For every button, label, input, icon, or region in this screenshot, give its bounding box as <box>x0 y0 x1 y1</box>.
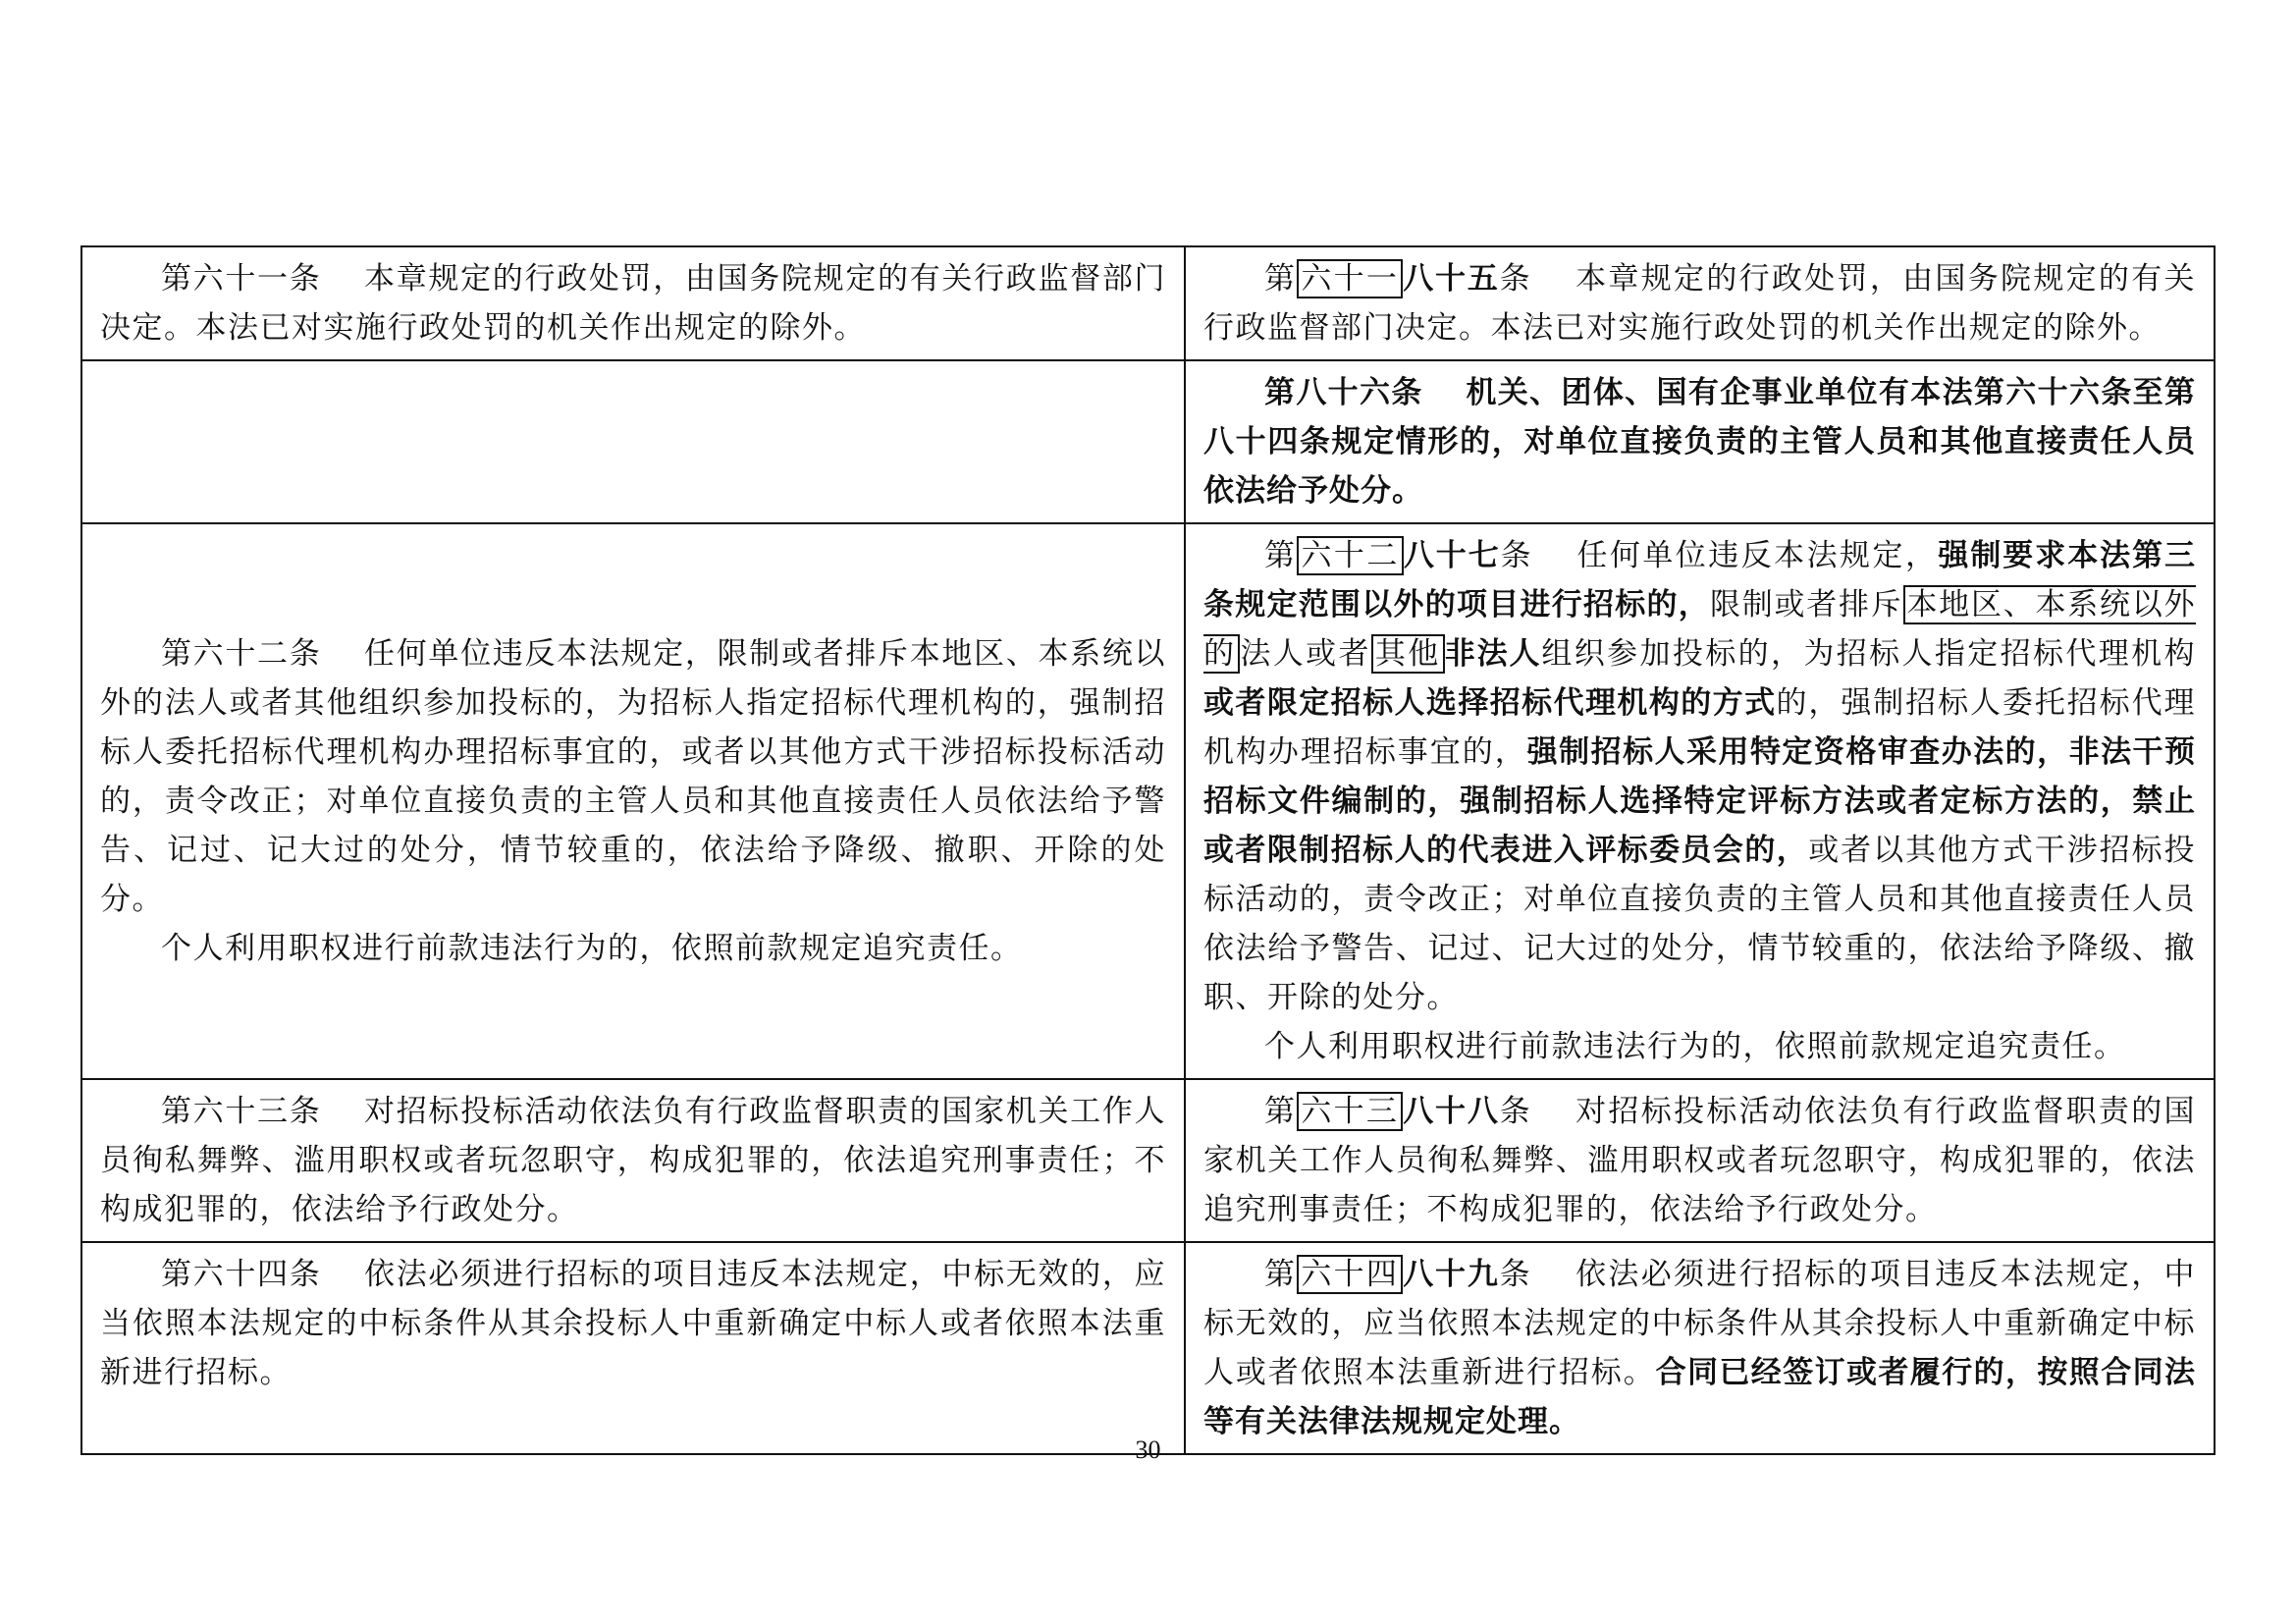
old-article-cell <box>81 1242 1185 1454</box>
article-title: 第六十三条 <box>161 1094 322 1129</box>
inserted-text: 或者限定招标人选择招标代理机构的方式 <box>1203 685 1777 721</box>
article-title: 第六十二条 <box>161 636 322 672</box>
article-prefix: 第 <box>1264 1257 1298 1292</box>
text-segment: 任何单位违反本法规定， <box>1575 538 1939 573</box>
inserted-number: 八十八 <box>1403 1094 1500 1129</box>
article-suffix: 条 <box>1499 1257 1532 1292</box>
article-prefix: 第 <box>1264 261 1298 297</box>
inserted-text: 强制要求本法第三条规定范围以外的项目进行招标的， <box>1203 538 2197 623</box>
deleted-number-box: 六十四 <box>1297 1255 1403 1294</box>
article-suffix: 条 <box>1499 1094 1532 1129</box>
deleted-number-box: 六十一 <box>1297 259 1403 298</box>
new-article-text <box>1203 1250 2196 1446</box>
article-body: 任何单位违反本法规定，限制或者排斥本地区、本系统以外的法人或者其他组织参加投标的，为招标人指定招标代理机构的，强制招标人委托招标代理机构办理招标事宜的，或者以其他方式干涉招标投标活动的，责令改正；对单位直接负责的主管人员和其他直接责任人员依法给予警告、记过、记大过的处分，情节较重的，依法给予降级、撤职、开除的处分。 <box>100 636 1166 917</box>
old-article-cell <box>81 246 1185 360</box>
article-body: 依法必须进行招标的项目违反本法规定，中标无效的，应当依照本法规定的中标条件从其余投标人中重新确定中标人或者依照本法重新进行招标。 <box>1203 1257 2197 1390</box>
table-row <box>81 360 2215 523</box>
new-article-text <box>1203 368 2196 515</box>
old-article-text <box>100 254 1166 352</box>
deleted-text-box: 其他 <box>1371 634 1445 674</box>
article-prefix: 第 <box>1264 1094 1298 1129</box>
inserted-number: 八十九 <box>1403 1257 1500 1292</box>
article-body: 本章规定的行政处罚，由国务院规定的有关行政监督部门决定。本法已对实施行政处罚的机关作出规定的除外。 <box>1203 261 2197 346</box>
deleted-number-box: 六十二 <box>1297 536 1403 575</box>
text-segment: 法人或者 <box>1240 636 1371 672</box>
text-segment: 的，强制招标人委托招标代理机构办理招标事宜的， <box>1203 685 2196 770</box>
article-suffix: 条 <box>1500 538 1534 573</box>
article-body: 机关、团体、国有企事业单位有本法第六十六条至第八十四条规定情形的，对单位直接负责的主管人员和其他直接责任人员依法给予处分。 <box>1203 375 2197 509</box>
new-article-cell <box>1185 523 2215 1079</box>
article-body: 对招标投标活动依法负有行政监督职责的国家机关工作人员徇私舞弊、滥用职权或者玩忽职守，构成犯罪的，依法追究刑事责任；不构成犯罪的，依法给予行政处分。 <box>100 1094 1166 1227</box>
new-article-paragraph-2: 个人利用职权进行前款违法行为的，依照前款规定追究责任。 <box>1264 1029 2126 1064</box>
new-article-cell <box>1185 360 2215 523</box>
article-title: 第六十四条 <box>161 1257 322 1292</box>
inserted-text: 强制招标人采用特定资格审查办法的，非法干预招标文件编制的，强制招标人选择特定评标方法或者定标方法的，禁止或者限制招标人的代表进入评标委员会的， <box>1203 734 2197 868</box>
new-article-text <box>1203 1087 2196 1234</box>
inserted-number: 八十七 <box>1403 538 1501 573</box>
new-article-cell <box>1185 246 2215 360</box>
article-suffix: 条 <box>1499 261 1532 297</box>
text-segment: 或者以其他方式干涉招标投标活动的，责令改正；对单位直接负责的主管人员和其他直接责任人员依法给予警告、记过、记大过的处分，情节较重的，依法给予降级、撤职、开除的处分。 <box>1203 833 2197 1015</box>
old-article-text <box>100 1087 1166 1234</box>
law-comparison-table <box>80 245 2216 1455</box>
new-article-cell <box>1185 1079 2215 1242</box>
article-body: 对招标投标活动依法负有行政监督职责的国家机关工作人员徇私舞弊、滥用职权或者玩忽职守，构成犯罪的，依法追究刑事责任；不构成犯罪的，依法给予行政处分。 <box>1203 1094 2197 1227</box>
text-segment: 组织参加投标的，为招标人指定招标代理机构 <box>1541 636 2197 672</box>
text-segment: 限制或者排斥 <box>1710 587 1903 623</box>
table-row <box>81 1242 2215 1454</box>
page-number: 30 <box>1135 1435 1161 1464</box>
new-article-text <box>1203 531 2196 1022</box>
inserted-text: 非法人 <box>1444 636 1542 672</box>
article-title: 第六十一条 <box>161 261 322 297</box>
old-article-cell <box>81 523 1185 1079</box>
old-article-paragraph-2: 个人利用职权进行前款违法行为的，依照前款规定追究责任。 <box>161 931 1023 966</box>
deleted-text-box: 本地区、本系统以外的 <box>1203 587 2196 672</box>
table-row <box>81 1079 2215 1242</box>
table-row <box>81 246 2215 360</box>
old-article-text <box>100 1250 1166 1397</box>
table-row <box>81 523 2215 1079</box>
article-body: 依法必须进行招标的项目违反本法规定，中标无效的，应当依照本法规定的中标条件从其余投标人中重新确定中标人或者依照本法重新进行招标。 <box>100 1257 1166 1390</box>
inserted-text: 合同已经签订或者履行的，按照合同法等有关法律法规规定处理。 <box>1203 1355 2197 1439</box>
old-article-cell <box>81 1079 1185 1242</box>
inserted-number: 八十五 <box>1403 261 1500 297</box>
new-article-text <box>1203 254 2196 352</box>
deleted-number-box: 六十三 <box>1297 1092 1403 1131</box>
old-article-cell-empty <box>81 360 1185 523</box>
new-article-cell <box>1185 1242 2215 1454</box>
article-body: 本章规定的行政处罚，由国务院规定的有关行政监督部门决定。本法已对实施行政处罚的机关作出规定的除外。 <box>100 261 1166 346</box>
old-article-text <box>100 629 1166 924</box>
article-prefix: 第 <box>1264 538 1298 573</box>
article-title: 第八十六条 <box>1264 375 1423 410</box>
